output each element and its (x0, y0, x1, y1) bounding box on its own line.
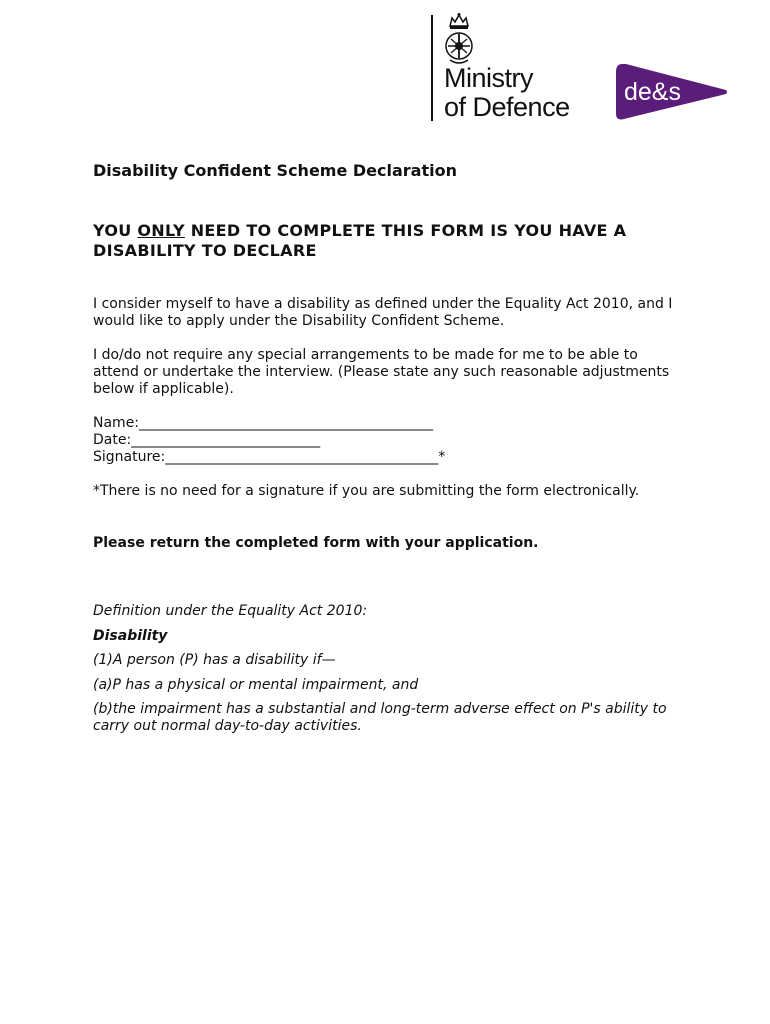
mod-wordmark-line1: Ministry (444, 63, 533, 93)
mod-divider-rule (431, 15, 433, 121)
warning-text-start: YOU (93, 221, 138, 240)
arrangements-statement: I do/do not require any special arrangements to be made for me to be able to attend or undertake the interview. (Please state any such reasonable adjustments below if applicable). (93, 347, 670, 397)
document-header (0, 0, 770, 130)
signature-note: *There is no need for a signature if you are submitting the form electronically. (93, 483, 640, 499)
definition-intro: Definition under the Equality Act 2010: (93, 603, 368, 619)
return-instruction: Please return the completed form with your application. (93, 535, 539, 551)
warning-text-end: NEED TO COMPLETE THIS FORM IS YOU HAVE A DISABILITY TO DECLARE (93, 221, 627, 260)
definition-clause-1: (1)A person (P) has a disability if— (93, 652, 336, 668)
des-logo-text: de&s (624, 78, 681, 106)
mod-wordmark (444, 64, 570, 122)
definition-clause-a: (a)P has a physical or mental impairment, and (93, 677, 419, 693)
royal-crest-icon (440, 12, 478, 68)
definition-clause-b: (b)the impairment has a substantial and long-term adverse effect on P's ability to carry out normal day-to-day activities. (93, 701, 667, 734)
declaration-fields (93, 415, 673, 466)
completion-warning (93, 221, 683, 261)
definition-term: Disability (93, 628, 168, 644)
date-field[interactable]: Date:___________________________ (93, 432, 321, 448)
des-logo (614, 62, 728, 122)
disability-statement: I consider myself to have a disability as defined under the Equality Act 2010, and I would like to apply under the Disability Confident Scheme. (93, 296, 673, 329)
name-field[interactable]: Name:__________________________________________ (93, 415, 434, 431)
mod-wordmark-line2: of Defence (444, 92, 570, 122)
form-title: Disability Confident Scheme Declaration (93, 161, 457, 180)
warning-only-underlined: ONLY (137, 221, 185, 240)
signature-field[interactable]: Signature:_______________________________________* (93, 449, 446, 465)
